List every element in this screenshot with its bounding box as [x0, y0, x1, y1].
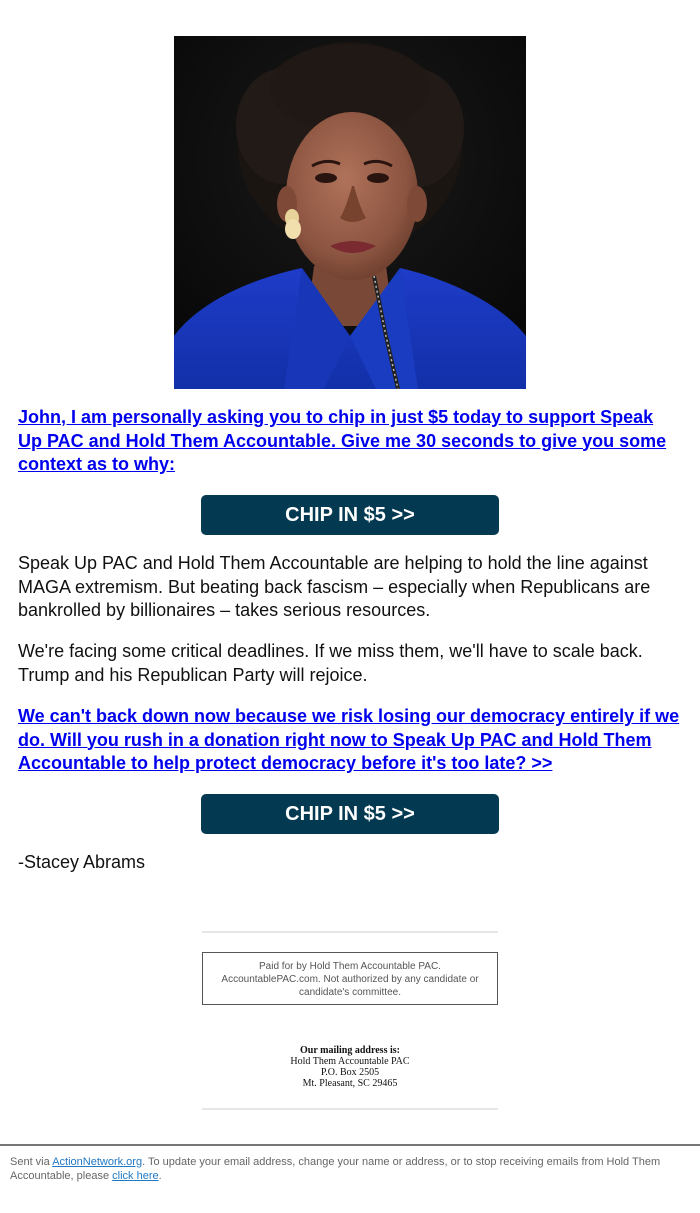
- paid-for-disclaimer: [202, 952, 498, 1005]
- footer-sent-via: Sent via: [10, 1156, 53, 1168]
- disclaimer-text: Paid for by Hold Them Accountable PAC. AccountablePAC.com. Not authorized by any candidate or candidate's committee.: [221, 961, 479, 998]
- footer-divider: [0, 1144, 700, 1146]
- chip-in-button-top[interactable]: CHIP IN $5 >>: [201, 495, 499, 535]
- intro-donate-link[interactable]: John, I am personally asking you to chip in just $5 today to support Speak Up PAC and Hold Them Accountable. Give me 30 seconds to give you some context as to why:: [18, 407, 667, 474]
- footer-end: .: [158, 1170, 162, 1182]
- hero-photo: [174, 36, 526, 389]
- footer: [10, 1155, 680, 1183]
- intro-block: [18, 406, 682, 477]
- actionnetwork-link[interactable]: ActionNetwork.org: [52, 1156, 143, 1168]
- portrait-illustration: [174, 36, 526, 389]
- body-paragraph-1-wrap: [18, 552, 682, 623]
- footer-middle-text: . To update your email address, change your name or address, or to stop receiving emails from Hold Them Accountable, please: [10, 1156, 661, 1182]
- signature-wrap: [18, 851, 682, 875]
- mailing-address: [200, 1045, 500, 1089]
- mailing-line-3: Mt. Pleasant, SC 29465: [302, 1078, 398, 1089]
- appeal-block: [18, 705, 682, 776]
- chip-in-button-bottom[interactable]: CHIP IN $5 >>: [201, 794, 499, 834]
- body-paragraph-2-wrap: [18, 640, 682, 687]
- mailing-heading: Our mailing address is:: [300, 1045, 400, 1056]
- body-paragraph-2: We're facing some critical deadlines. If we miss them, we'll have to scale back. Trump and his Republican Party will rejoice.: [18, 641, 643, 685]
- signature: -Stacey Abrams: [18, 852, 146, 872]
- divider-top: [202, 931, 498, 933]
- mailing-line-2: P.O. Box 2505: [320, 1067, 380, 1078]
- unsubscribe-link[interactable]: click here: [112, 1170, 159, 1182]
- divider-bottom: [202, 1108, 498, 1110]
- body-paragraph-1: Speak Up PAC and Hold Them Accountable are helping to hold the line against MAGA extremism. But beating back fascism – especially when Republicans are bankrolled by billionaires – takes serious resources.: [18, 553, 651, 620]
- mailing-line-1: Hold Them Accountable PAC: [290, 1056, 410, 1067]
- appeal-donate-link[interactable]: We can't back down now because we risk losing our democracy entirely if we do. Will you rush in a donation right now to Speak Up PAC and Hold Them Accountable to help protect democracy before it's too late? >>: [18, 706, 680, 773]
